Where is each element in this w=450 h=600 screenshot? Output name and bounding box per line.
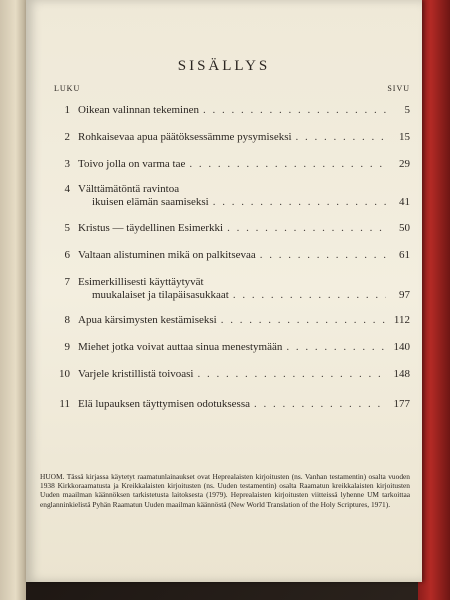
chapter-title: Elä lupauksen täyttymisen odotuksessa [78, 398, 250, 410]
page-number: 112 [393, 314, 410, 326]
chapter-line [78, 131, 410, 144]
chapter-text [78, 341, 410, 354]
chapter-number: 8 [64, 314, 70, 326]
chapter-line [78, 104, 410, 117]
footnote: HUOM. Tässä kirjassa käytetyt raamatunlainaukset ovat Heprealaisten kirjoitusten (ns. Vanhan testamentin) osalta vuoden 1938 Kirkkoraamatusta ja Kreikkalaisten kirjoitusten (ns. Uuden testamentin) osalta Raamatun kreikkalaisten kirjoitusten Uuden maailman käännöksen tarkistetusta laitoksesta (1979). Heprealaisten kirjoitusten viitteissä lyhenne UM tarkoittaa englanninkielistä Pyhän Raamatun Uuden maailman käännöstä (New World Translation of the Holy Scriptures, 1971). [40, 472, 410, 509]
chapter-text [78, 314, 410, 327]
chapter-number: 10 [59, 368, 70, 380]
dot-leader [203, 104, 386, 117]
dot-leader [260, 249, 386, 262]
dot-leader [227, 222, 386, 235]
dot-leader [233, 289, 386, 302]
chapter-line [78, 196, 410, 209]
left-page-edge [0, 0, 26, 600]
chapter-text [78, 131, 410, 144]
chapter-title: Varjele kristillistä toivoasi [78, 368, 194, 380]
chapter-number: 11 [59, 398, 70, 410]
contents-page [26, 0, 422, 582]
chapter-line [78, 222, 410, 235]
chapter-line [78, 341, 410, 354]
page-number: 41 [399, 196, 410, 208]
dot-leader [189, 158, 386, 171]
chapter-text [78, 276, 410, 302]
page-number: 97 [399, 289, 410, 301]
chapter-line [78, 368, 410, 381]
chapter-title: Rohkaisevaa apua päätöksessämme pysymiseksi [78, 131, 292, 143]
chapter-number: 7 [64, 276, 70, 288]
page-number: 15 [399, 131, 410, 143]
page-number: 148 [393, 368, 410, 380]
page-number: 50 [399, 222, 410, 234]
page-number: 61 [399, 249, 410, 261]
chapter-number: 3 [64, 158, 70, 170]
chapter-line [78, 158, 410, 171]
chapter-title: Valtaan alistuminen mikä on palkitsevaa [78, 249, 256, 261]
chapter-number: 6 [64, 249, 70, 261]
dot-leader [296, 131, 386, 144]
chapter-line [78, 398, 410, 411]
chapter-title: Miehet jotka voivat auttaa sinua menestymään [78, 341, 283, 353]
chapter-number: 5 [64, 222, 70, 234]
book-cover-red [418, 0, 450, 600]
chapter-line [78, 289, 410, 302]
chapter-column-header: LUKU [54, 84, 81, 93]
page-number: 5 [404, 104, 410, 116]
chapter-title: ikuisen elämän saamiseksi [92, 196, 209, 208]
dot-leader [286, 341, 386, 354]
dot-leader [254, 398, 386, 411]
chapter-text [78, 368, 410, 381]
chapter-title: Toivo jolla on varma tae [78, 158, 186, 170]
chapter-line [78, 314, 410, 327]
chapter-number: 4 [64, 183, 70, 195]
chapter-number: 2 [64, 131, 70, 143]
chapter-text [78, 222, 410, 235]
chapter-title: Kristus — täydellinen Esimerkki [78, 222, 224, 234]
dot-leader [197, 368, 386, 381]
chapter-title: muukalaiset ja tilapäisasukkaat [92, 289, 229, 301]
chapter-line [78, 249, 410, 262]
page-column-header: SIVU [387, 84, 410, 93]
chapter-text [78, 104, 410, 117]
chapter-number: 1 [64, 104, 70, 116]
page-number: 29 [399, 158, 410, 170]
chapter-title-line1: Esimerkillisesti käyttäytyvät [78, 276, 204, 288]
chapter-text [78, 183, 410, 209]
chapter-title: Oikean valinnan tekeminen [78, 104, 199, 116]
chapter-text [78, 398, 410, 411]
page-number: 177 [393, 398, 410, 410]
chapter-title: Apua kärsimysten kestämiseksi [78, 314, 217, 326]
dot-leader [213, 196, 386, 209]
chapter-text [78, 249, 410, 262]
page-number: 140 [393, 341, 410, 353]
chapter-number: 9 [64, 341, 70, 353]
dot-leader [221, 314, 386, 327]
chapter-title-line1: Välttämätöntä ravintoa [78, 183, 180, 195]
chapter-text [78, 158, 410, 171]
page-title: SISÄLLYS [177, 58, 271, 74]
